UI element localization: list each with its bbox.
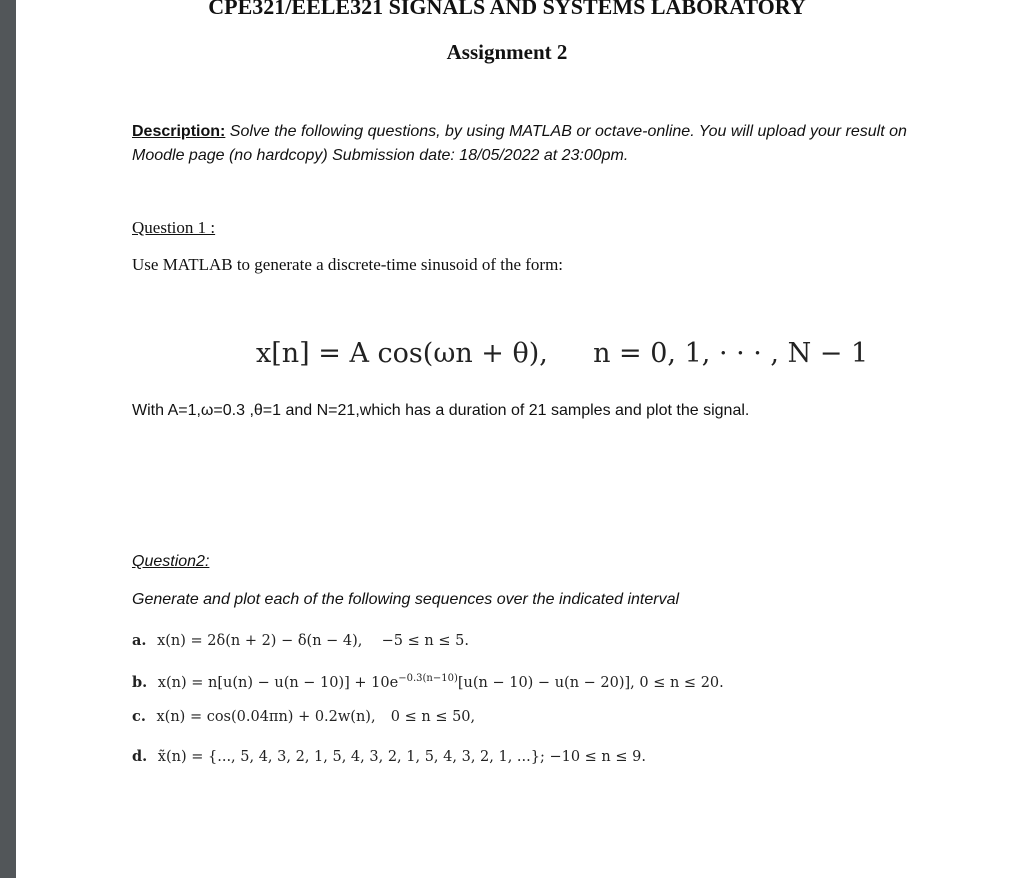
item-formula-main: x(n) = n[u(n) − u(n − 10)] + 10e <box>157 674 399 691</box>
question2-heading: Question2: <box>132 553 210 570</box>
question2-item-b <box>132 673 724 691</box>
question2-text: Generate and plot each of the following sequences over the indicated interval <box>132 591 680 608</box>
item-formula: x(n) = 2δ(n + 2) − δ(n − 4), <box>157 633 363 649</box>
question2-item-d <box>132 748 646 765</box>
item-label: c. <box>132 708 146 725</box>
assignment-title: Assignment 2 <box>446 40 568 64</box>
item-label: b. <box>132 673 148 691</box>
question2-item-a <box>132 632 469 649</box>
question1-parameters: With A=1,ω=0.3 ,θ=1 and N=21,which has a duration of 21 samples and plot the signal. <box>132 402 750 419</box>
description-paragraph <box>132 120 932 168</box>
item-interval: −10 ≤ n ≤ 9. <box>549 749 646 765</box>
item-label: d. <box>132 748 148 765</box>
question1-text: Use MATLAB to generate a discrete-time sinusoid of the form: <box>132 255 564 274</box>
item-interval: 0 ≤ n ≤ 50, <box>390 709 476 725</box>
description-text: Solve the following questions, by using MATLAB or octave-online. You will upload your result on Moodle page (no hardcopy) Submission date: 18/05/2022 at 23:00pm. <box>132 123 907 164</box>
item-interval: −5 ≤ n ≤ 5. <box>381 633 469 649</box>
item-formula: x(n) = cos(0.04πn) + 0.2w(n), <box>156 709 376 725</box>
question1-heading: Question 1 : <box>132 218 216 237</box>
item-formula-exponent: −0.3(n−10) <box>398 673 458 684</box>
equation-expression: x[n] = A cos(ωn + θ), <box>256 338 548 369</box>
item-formula: x̃(n) = {..., 5, 4, 3, 2, 1, 5, 4, 3, 2, 1, 5, 4, 3, 2, 1, ...}; <box>157 749 545 765</box>
description-label: Description: <box>132 123 226 140</box>
sinusoid-equation <box>256 338 868 369</box>
equation-range: n = 0, 1, · · · , N − 1 <box>593 338 869 369</box>
item-label: a. <box>132 632 147 649</box>
item-interval: 0 ≤ n ≤ 20. <box>639 674 724 691</box>
item-formula-tail: [u(n − 10) − u(n − 20)], <box>457 674 635 691</box>
viewer-left-gutter <box>0 0 16 878</box>
course-title: CPE321/EELE321 SIGNALS AND SYSTEMS LABORATORY <box>208 0 806 19</box>
question2-item-c <box>132 708 475 725</box>
